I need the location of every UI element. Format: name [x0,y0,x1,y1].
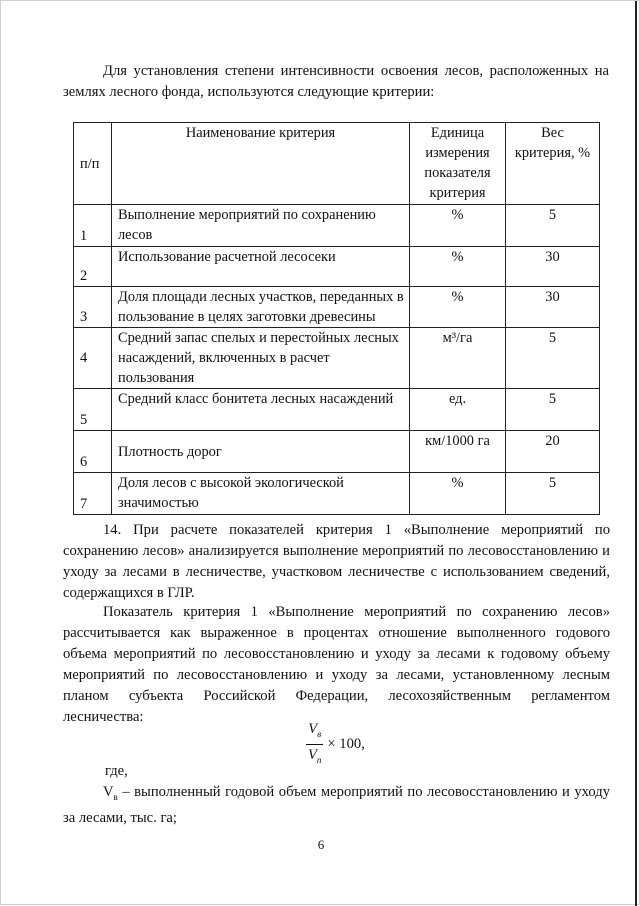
row-num: 6 [74,431,112,473]
row-weight: 30 [506,287,600,328]
row-unit: м³/га [410,328,506,389]
table-row [74,389,600,431]
definition-vb: $V_в$ – выполненный годовой объем мероприятий по лесовосстановлению и уходу за лесами, тыс. га; [63,784,610,826]
row-num: 5 [74,389,112,431]
row-num: 1 [74,205,112,247]
row-num: 7 [74,473,112,515]
fraction-denominator: $V_п$ [308,746,322,765]
header-num: п/п [74,123,112,205]
row-name: Средний класс бонитета лесных насаждений [112,389,410,431]
row-name: Выполнение мероприятий по сохранению лесов [112,205,410,247]
header-unit: Единица измерения показателя критерия [410,123,506,205]
table-row [74,431,600,473]
table-row [74,328,600,389]
table-row [74,473,600,515]
row-weight: 5 [506,473,600,515]
scan-edge-line [635,1,637,906]
row-unit: % [410,287,506,328]
row-name: Доля лесов с высокой экологической значимостью [112,473,410,515]
row-name: Средний запас спелых и перестойных лесных насаждений, включенных в расчет пользования [112,328,410,389]
row-unit: ед. [410,389,506,431]
row-weight: 5 [506,205,600,247]
row-name: Плотность дорог [112,431,410,473]
row-name: Доля площади лесных участков, переданных в пользование в целях заготовки древесины [112,287,410,328]
paragraph-indicator: Показатель критерия 1 «Выполнение мероприятий по сохранению лесов» рассчитывается как выраженное в процентах отношение выполненного годового объема мероприятий по лесовосстановлению и уходу за лесами к годовому объему мероприятий по лесовосстановлению и уходу за лесами, установленному лесным планом субъекта Российской Федерации, лесохозяйственным регламентом лесничества: [63,604,610,725]
row-unit: км/1000 га [410,431,506,473]
row-num: 4 [74,328,112,389]
table-header-row [74,123,600,205]
formula [306,720,365,768]
row-unit: % [410,473,506,515]
header-name: Наименование критерия [112,123,410,205]
row-weight: 20 [506,431,600,473]
fraction [306,719,323,770]
table-row [74,287,600,328]
row-weight: 5 [506,389,600,431]
row-weight: 30 [506,247,600,287]
row-num: 2 [74,247,112,287]
row-name: Использование расчетной лесосеки [112,247,410,287]
where-label: где, [105,763,128,779]
criteria-table [73,122,600,515]
row-unit: % [410,205,506,247]
table-row [74,205,600,247]
fraction-numerator: $V_в$ [306,719,323,745]
header-weight: Вес критерия, % [506,123,600,205]
intro-paragraph: Для установления степени интенсивности освоения лесов, расположенных на землях лесного фонда, используются следующие критерии: [63,63,609,100]
table-row [74,247,600,287]
paragraph-14: 14. При расчете показателей критерия 1 «Выполнение мероприятий по сохранению лесов» анализируется выполнение мероприятий по лесовосстановлению и уходу за лесами в лесничестве, участковом лесничестве с использованием сведений, содержащихся в ГЛР. [63,522,610,601]
row-unit: % [410,247,506,287]
row-num: 3 [74,287,112,328]
formula-multiplier: × 100, [327,735,365,752]
row-weight: 5 [506,328,600,389]
page-number: 6 [317,837,325,852]
